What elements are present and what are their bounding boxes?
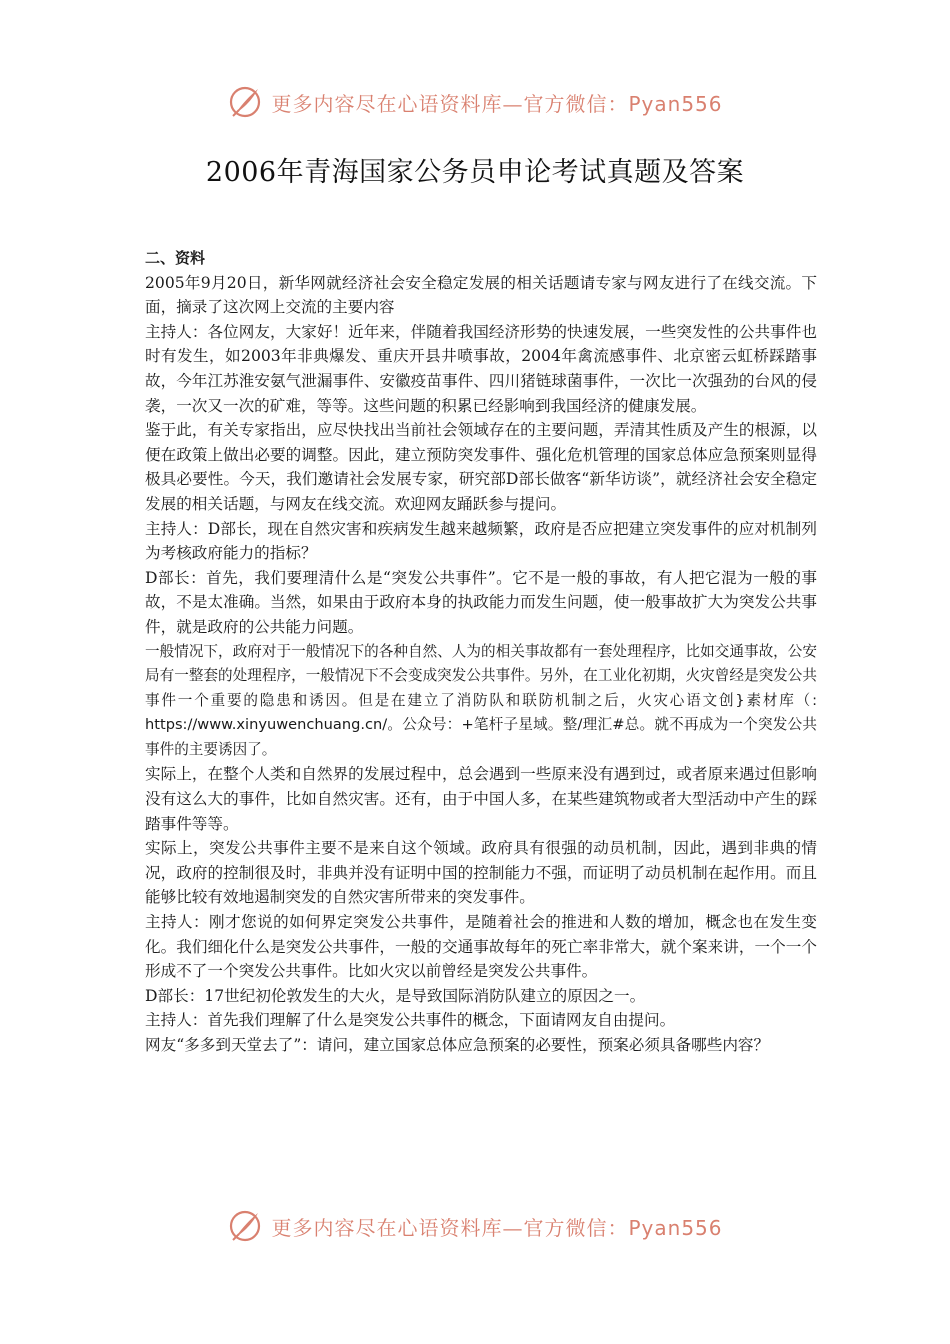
paragraph: 鉴于此，有关专家指出，应尽快找出当前社会领域存在的主要问题，弄清其性质及产生的根源，以便在政策上做出必要的调整。因此，建立预防突发事件、强化危机管理的国家总体应急预案则显得极具必要性。今天，我们邀请社会发展专家，研究部D部长做客“新华访谈”，就经济社会安全稳定发展的相关话题，与网友在线交流。欢迎网友踊跃参与提问。: [145, 421, 817, 513]
paragraph: D部长：17世纪初伦敦发生的大火，是导致国际消防队建立的原因之一。: [145, 986, 646, 1005]
header-watermark: [0, 84, 950, 120]
watermark-text: [271, 88, 722, 117]
watermark-text: [271, 1212, 722, 1241]
watermark-label: 更多内容尽在心语资料库—官方微信：: [271, 1215, 629, 1240]
paragraph: D部长：首先，我们要理清什么是“突发公共事件”。它不是一般的事故，有人把它混为一般的事故，不是太准确。当然，如果由于政府本身的执政能力而发生问题，使一般事故扩大为突发公共事件，就是政府的公共能力问题。: [145, 568, 817, 636]
paragraph: 网友“多多到天堂去了”：请问，建立国家总体应急预案的必要性，预案必须具备哪些内容？: [145, 1036, 770, 1054]
paragraph: 主持人：刚才您说的如何界定突发公共事件，是随着社会的推进和人数的增加，概念也在发生变化。我们细化什么是突发公共事件，一般的交通事故每年的死亡率非常大，就个案来讲，一个一个形成不了一个突发公共事件。比如火灾以前曾经是突发公共事件。: [145, 913, 817, 981]
watermark-label: 更多内容尽在心语资料库—官方微信：: [271, 91, 629, 116]
paragraph: 主持人：各位网友，大家好！近年来，伴随着我国经济形势的快速发展，一些突发性的公共事件也时有发生，如2003年非典爆发、重庆开县井喷事故，2004年禽流感事件、北京密云虹桥踩踏事故，今年江苏淮安氨气泄漏事件、安徽疫苗事件、四川猪链球菌事件，一次比一次强劲的台风的侵袭，一次又一次的矿难，等等。这些问题的积累已经影响到我国经济的健康发展。: [145, 322, 817, 415]
watermark-id: Pyan556: [628, 91, 723, 116]
document-title: 2006年青海国家公务员申论考试真题及答案: [205, 157, 745, 188]
quill-logo-icon: [227, 1208, 263, 1244]
section-heading: 二、资料: [145, 249, 206, 267]
paragraph: 主持人：首先我们理解了什么是突发公共事件的概念，下面请网友自由提问。: [145, 1011, 676, 1030]
footer-watermark: [0, 1208, 950, 1244]
paragraph: 一般情况下，政府对于一般情况下的各种自然、人为的相关事故都有一套处理程序，比如交通事故，公安局有一整套的处理程序，一般情况下不会变成突发公共事件。另外，在工业化初期，火灾曾经是突发公共事件一个重要的隐患和诱因。但是在建立了消防队和联防机制之后，火灾心语文创}素材库（: https://www.xinyuwenchuang.cn/。公众号：+笔杆子星域。整/理汇#总。就不再成为一个突发公共事件的主要诱因了。: [145, 642, 817, 758]
paragraph: 实际上，突发公共事件主要不是来自这个领域。政府具有很强的动员机制，因此，遇到非典的情况，政府的控制很及时，非典并没有证明中国的控制能力不强，而证明了动员机制在起作用。而且能够比较有效地遏制突发的自然灾害所带来的突发事件。: [145, 839, 817, 907]
watermark-id: Pyan556: [628, 1215, 723, 1240]
paragraph: 2005年9月20日，新华网就经济社会安全稳定发展的相关话题请专家与网友进行了在线交流。下面，摘录了这次网上交流的主要内容: [145, 273, 817, 317]
paragraph: 主持人：D部长，现在自然灾害和疾病发生越来越频繁，政府是否应把建立突发事件的应对机制列为考核政府能力的指标？: [145, 519, 817, 563]
paragraph: 实际上，在整个人类和自然界的发展过程中，总会遇到一些原来没有遇到过，或者原来遇过但影响没有这么大的事件，比如自然灾害。还有，由于中国人多，在某些建筑物或者大型活动中产生的踩踏事件等等。: [145, 765, 817, 833]
document-body: [145, 246, 817, 1058]
quill-logo-icon: [227, 84, 263, 120]
